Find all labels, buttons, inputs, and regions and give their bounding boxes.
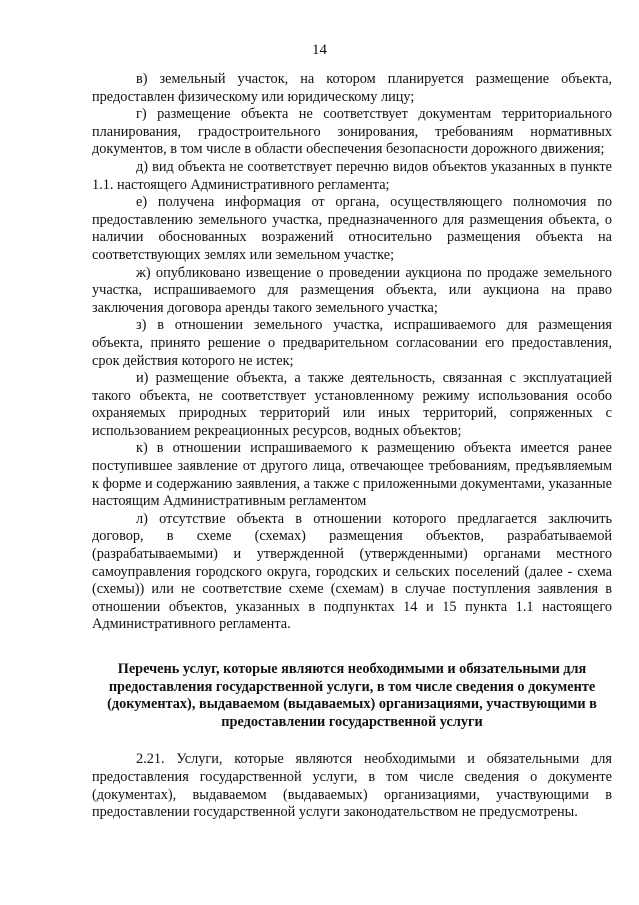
section-heading: Перечень услуг, которые являются необходимыми и обязательными для предоставления государственной услуги, в том числе сведения о документе (документах), выдаваемом (выдаваемых) организациями, участвующими в предоставлении государственной услуги: [107, 661, 597, 730]
list-item-d: д) вид объекта не соответствует перечню видов объектов указанных в пункте 1.1. настоящего Административного регламента;: [92, 158, 612, 193]
page-number: 14: [312, 42, 327, 58]
list-item-g: г) размещение объекта не соответствует документам территориального планирования, градостроительного зонирования, требованиям нормативных документов, в том числе в области обеспечения безопасности дорожного движения;: [92, 106, 612, 158]
list-item-z: з) в отношении земельного участка, испрашиваемого для размещения объекта, принято решение о предварительном согласовании его предоставления, срок действия которого не истек;: [92, 317, 612, 369]
list-item-zh: ж) опубликовано извещение о проведении аукциона по продаже земельного участка, испрашиваемого для размещения объекта, или аукциона на право заключения договора аренды такого земельного участка;: [92, 264, 612, 316]
section-paragraph: 2.21. Услуги, которые являются необходимыми и обязательными для предоставления государственной услуги, в том числе сведения о документе (документах), выдаваемом (выдаваемых) организациями, участвующими в предоставлении государственной услуги законодательством не предусмотрены.: [92, 751, 612, 821]
list-item-e: е) получена информация от органа, осуществляющего полномочия по предоставлению земельного участка, предназначенного для размещения объекта, о наличии обоснованных возражений относительно размещения объекта на соответствующих землях или земельном участке;: [92, 194, 612, 263]
document-body: [92, 71, 612, 822]
list-item-v: в) земельный участок, на котором планируется размещение объекта, предоставлен физическому или юридическому лицу;: [92, 71, 612, 105]
list-item-k: к) в отношении испрашиваемого к размещению объекта имеется ранее поступившее заявление от другого лица, отвечающее требованиям, предъявляемым к форме и содержанию заявления, а также с приложенными документами, указанные настоящим Административным регламентом: [92, 440, 612, 510]
list-item-l: л) отсутствие объекта в отношении которого предлагается заключить договор, в схеме (схемах) размещения объектов, разрабатываемой (разрабатываемыми) и утвержденной (утвержденными) органами местного самоуправления городского округа, городских и сельских поселений (далее - схема (схемы)) или не соответствие схеме (схемам) в случае поступления заявления в отношении объектов, указанных в подпунктах 14 и 15 пункта 1.1 настоящего Административного регламента.: [92, 510, 612, 633]
list-item-i: и) размещение объекта, а также деятельность, связанная с эксплуатацией такого объекта, не соответствует установленному режиму использования особо охраняемых природных территорий или иных территорий, сопряженных с использованием рекреационных ресурсов, водных объектов;: [92, 370, 612, 439]
